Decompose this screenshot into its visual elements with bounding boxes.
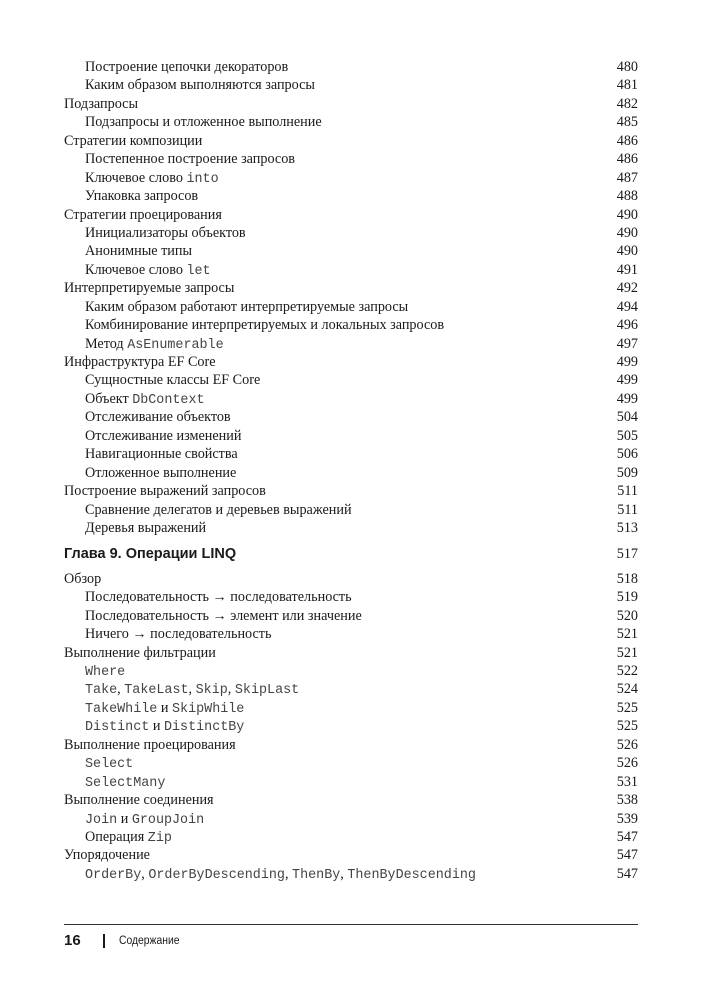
toc-entry-text: Отложенное выполнение <box>85 464 237 481</box>
toc-entry-text: , <box>227 681 235 698</box>
toc-entry-text: Обзор <box>64 570 102 587</box>
toc-entry-page-number: 518 <box>616 570 638 587</box>
toc-entry-text: Стратегии проецирования <box>64 206 222 223</box>
toc-entry-title <box>64 353 216 371</box>
toc-entry <box>64 810 638 828</box>
toc-entry-text: Подзапросы <box>64 95 138 112</box>
toc-entry-page-number: 517 <box>616 546 638 563</box>
toc-entry <box>64 353 638 371</box>
toc-entry <box>64 680 638 698</box>
toc-entry-text: и <box>149 718 164 735</box>
toc-entry-title <box>64 810 204 830</box>
toc-entry-title <box>64 224 246 242</box>
toc-entry <box>64 58 638 76</box>
toc-entry <box>64 150 638 168</box>
toc-entry-page-number: 547 <box>616 828 638 845</box>
toc-entry-page-number: 511 <box>617 483 638 500</box>
toc-entry <box>64 773 638 791</box>
toc-entry-page-number: 538 <box>616 792 638 809</box>
toc-entry <box>64 846 638 864</box>
toc-entry-code-text: AsEnumerable <box>127 337 224 353</box>
toc-entry-title <box>64 482 266 500</box>
toc-entry-title <box>64 865 476 885</box>
toc-entry-text: Построение цепочки декораторов <box>85 59 289 75</box>
toc-entry-title <box>64 699 244 719</box>
toc-entry-text: Объект <box>85 390 133 407</box>
toc-entry-text: и <box>117 810 132 827</box>
toc-entry-page-number: 499 <box>616 390 638 407</box>
toc-entry-page-number: 531 <box>616 773 638 790</box>
toc-entry-title <box>64 644 216 662</box>
toc-entry-text: Глава 9. Операции LINQ <box>64 546 237 563</box>
toc-entry-page-number: 499 <box>616 354 638 370</box>
toc-entry-page-number: 526 <box>616 736 638 753</box>
toc-entry-code-text: SkipWhile <box>172 701 245 717</box>
toc-entry <box>64 464 638 482</box>
toc-entry-title <box>64 242 192 260</box>
toc-entry <box>64 717 638 735</box>
toc-entry <box>64 828 638 846</box>
toc-entry-text: Упорядочение <box>64 847 150 864</box>
toc-entry <box>64 224 638 242</box>
toc-entry-page-number: 487 <box>616 169 638 186</box>
toc-entry-page-number: 539 <box>616 810 638 827</box>
toc-entry-text: Каким образом выполняются запросы <box>85 77 315 94</box>
toc-entry-title <box>64 662 125 682</box>
toc-entry-title <box>64 113 322 131</box>
toc-entry-text: Деревья выражений <box>85 519 207 536</box>
toc-entry-page-number: 547 <box>616 847 638 864</box>
toc-entry-page-number: 490 <box>616 224 638 241</box>
toc-entry-title <box>64 150 295 168</box>
toc-entry-text: Выполнение соединения <box>64 792 214 809</box>
toc-entry-text: Последовательность → последовательность <box>85 589 352 606</box>
toc-entry-text: Каким образом работают интерпретируемые запросы <box>85 298 409 315</box>
toc-entry-title <box>64 279 234 297</box>
footer-divider <box>64 924 638 925</box>
toc-entry-text: Навигационные свойства <box>85 446 238 463</box>
toc-entry <box>64 132 638 150</box>
toc-entry <box>64 206 638 224</box>
toc-entry <box>64 865 638 883</box>
toc-entry-page-number: 511 <box>617 501 638 518</box>
toc-entry-code-text: Take <box>85 683 118 699</box>
toc-entry-title <box>64 427 241 445</box>
toc-entry-text: Стратегии композиции <box>64 132 203 149</box>
toc-entry <box>64 427 638 445</box>
toc-entry <box>64 588 638 606</box>
toc-entry-code-text: let <box>186 263 211 279</box>
toc-entry-page-number: 521 <box>616 644 638 661</box>
toc-entry-text: Упаковка запросов <box>85 188 199 205</box>
toc-entry-title <box>64 58 288 76</box>
toc-entry-title <box>64 445 238 463</box>
toc-entry-code-text: SelectMany <box>85 775 166 791</box>
toc-entry-title <box>64 76 315 94</box>
toc-entry <box>64 699 638 717</box>
toc-entry-title <box>64 570 101 588</box>
toc-entry-text: , <box>141 865 149 882</box>
toc-entry-page-number: 492 <box>616 280 638 297</box>
toc-entry-page-number: 504 <box>616 409 638 426</box>
toc-entry-code-text: ThenBy <box>292 867 341 883</box>
toc-entry-text: , <box>117 681 125 698</box>
toc-entry-title <box>64 298 408 316</box>
toc-entry <box>64 390 638 408</box>
toc-entry-page-number: 506 <box>616 446 638 463</box>
toc-entry-page-number: 486 <box>616 132 638 149</box>
toc-entry-code-text: Where <box>85 665 126 680</box>
toc-entry-text: Сравнение делегатов и деревьев выражений <box>85 501 352 518</box>
table-of-contents <box>64 58 638 883</box>
toc-entry-title <box>64 846 150 864</box>
toc-entry-page-number: 490 <box>616 206 638 223</box>
toc-entry <box>64 261 638 279</box>
toc-entry-text: Постепенное построение запросов <box>85 151 296 168</box>
toc-entry-title <box>64 501 352 519</box>
toc-entry-page-number: 496 <box>616 317 638 334</box>
toc-entry-title <box>64 828 172 848</box>
toc-entry-title <box>64 316 444 334</box>
toc-entry <box>64 298 638 316</box>
toc-entry-page-number: 520 <box>616 607 638 624</box>
toc-entry-text: Выполнение проецирования <box>64 736 236 753</box>
toc-entry-page-number: 482 <box>616 95 638 112</box>
toc-entry-text: Построение выражений запросов <box>64 483 266 500</box>
toc-entry-code-text: Join <box>85 812 118 828</box>
toc-entry-code-text: OrderByDescending <box>148 867 285 883</box>
toc-entry-text: Метод <box>85 335 128 352</box>
toc-entry <box>64 445 638 463</box>
toc-entry-page-number: 509 <box>616 464 638 481</box>
toc-entry-code-text: Distinct <box>85 720 150 736</box>
toc-entry <box>64 501 638 519</box>
running-title: Содержание <box>118 934 180 947</box>
toc-entry <box>64 242 638 260</box>
toc-entry-title <box>64 206 222 224</box>
toc-entry-code-text: Skip <box>195 683 228 699</box>
toc-entry-text: Анонимные типы <box>85 243 192 260</box>
toc-entry <box>64 625 638 643</box>
toc-entry-text: , <box>188 681 196 698</box>
toc-entry-page-number: 494 <box>616 298 638 315</box>
toc-entry-page-number: 488 <box>616 188 638 205</box>
toc-entry-code-text: TakeWhile <box>85 701 158 717</box>
toc-entry-text: Интерпретируемые запросы <box>64 280 235 297</box>
toc-entry-code-text: DbContext <box>132 392 205 408</box>
toc-entry-title <box>64 519 206 537</box>
toc-entry-page-number: 490 <box>616 243 638 260</box>
toc-entry-title <box>64 588 352 606</box>
toc-entry-page-number: 485 <box>616 114 638 131</box>
toc-entry-text: , <box>340 865 348 882</box>
toc-entry <box>64 482 638 500</box>
page-number: 16 <box>64 932 81 949</box>
toc-entry-title <box>64 625 271 643</box>
toc-entry-code-text: TakeLast <box>124 683 189 699</box>
toc-entry-text: Отслеживание объектов <box>85 409 231 426</box>
toc-entry-title <box>64 754 133 774</box>
toc-entry-page-number: 491 <box>616 261 638 278</box>
toc-entry-text: Инфраструктура EF Core <box>64 354 216 370</box>
toc-entry-title <box>64 169 219 189</box>
page-footer <box>64 932 186 949</box>
toc-entry-page-number: 547 <box>616 865 638 882</box>
toc-entry-page-number: 499 <box>616 372 638 389</box>
toc-entry-title <box>64 390 205 410</box>
toc-entry-code-text: Select <box>85 757 134 773</box>
toc-entry-text: Сущностные классы EF Core <box>85 372 261 389</box>
toc-entry-title <box>64 680 299 700</box>
toc-entry-text: Ключевое слово <box>85 169 187 186</box>
toc-entry-title <box>64 545 236 563</box>
toc-entry-text: Операция <box>85 828 148 845</box>
toc-entry <box>64 662 638 680</box>
toc-entry-text: , <box>284 865 293 882</box>
footer-separator-bar <box>103 934 105 948</box>
toc-entry-title <box>64 791 214 809</box>
toc-entry <box>64 519 638 537</box>
toc-entry-text: Выполнение фильтрации <box>64 644 216 661</box>
toc-entry-text: Комбинирование интерпретируемых и локальных запросов <box>85 317 445 334</box>
toc-entry-title <box>64 408 231 426</box>
toc-entry-page-number: 521 <box>616 626 638 643</box>
toc-entry-title <box>64 187 198 205</box>
toc-entry-title <box>64 335 224 355</box>
toc-entry-code-text: DistinctBy <box>163 720 245 736</box>
toc-entry <box>64 791 638 809</box>
toc-entry-title <box>64 261 211 281</box>
toc-entry-code-text: into <box>186 171 219 187</box>
toc-entry-page-number: 497 <box>616 335 638 352</box>
toc-entry-page-number: 513 <box>616 519 638 536</box>
toc-entry <box>64 570 638 588</box>
toc-entry <box>64 335 638 353</box>
toc-entry-page-number: 526 <box>616 755 638 772</box>
toc-entry-code-text: OrderBy <box>85 867 142 883</box>
toc-entry <box>64 644 638 662</box>
toc-entry-text: Ничего → последовательность <box>85 626 272 643</box>
toc-entry <box>64 169 638 187</box>
toc-entry-text: Отслеживание изменений <box>85 427 242 444</box>
toc-entry-page-number: 524 <box>616 681 638 698</box>
toc-entry-code-text: ThenByDescending <box>347 867 476 883</box>
toc-entry-page-number: 505 <box>616 427 638 444</box>
toc-entry-title <box>64 736 236 754</box>
toc-entry-title <box>64 95 138 113</box>
toc-entry-title <box>64 132 202 150</box>
toc-entry-title <box>64 717 244 737</box>
toc-entry <box>64 95 638 113</box>
toc-entry-page-number: 519 <box>616 589 638 606</box>
toc-entry-page-number: 480 <box>616 59 638 75</box>
toc-entry-text: Последовательность → элемент или значение <box>85 607 362 624</box>
toc-entry-page-number: 486 <box>616 151 638 168</box>
toc-entry <box>64 371 638 389</box>
toc-entry-page-number: 525 <box>616 718 638 735</box>
toc-entry <box>64 113 638 131</box>
toc-entry-title <box>64 464 236 482</box>
toc-entry-page-number: 481 <box>616 77 638 94</box>
toc-entry-code-text: Zip <box>147 830 172 846</box>
toc-entry-text: Подзапросы и отложенное выполнение <box>85 114 322 131</box>
toc-entry-page-number: 525 <box>616 699 638 716</box>
toc-entry <box>64 408 638 426</box>
toc-entry <box>64 607 638 625</box>
toc-entry-text: Инициализаторы объектов <box>85 224 246 241</box>
toc-entry-title <box>64 607 362 625</box>
toc-entry <box>64 754 638 772</box>
toc-entry-code-text: SkipLast <box>234 683 300 699</box>
toc-entry <box>64 76 638 94</box>
toc-entry-code-text: GroupJoin <box>131 812 205 828</box>
toc-entry <box>64 316 638 334</box>
toc-entry <box>64 736 638 754</box>
toc-entry-page-number: 522 <box>616 663 638 679</box>
toc-chapter-entry <box>64 545 638 563</box>
toc-entry-text: Ключевое слово <box>85 261 187 278</box>
toc-entry-title <box>64 371 260 389</box>
toc-entry-title <box>64 773 165 793</box>
toc-entry <box>64 279 638 297</box>
toc-entry <box>64 187 638 205</box>
toc-entry-text: и <box>157 699 173 716</box>
